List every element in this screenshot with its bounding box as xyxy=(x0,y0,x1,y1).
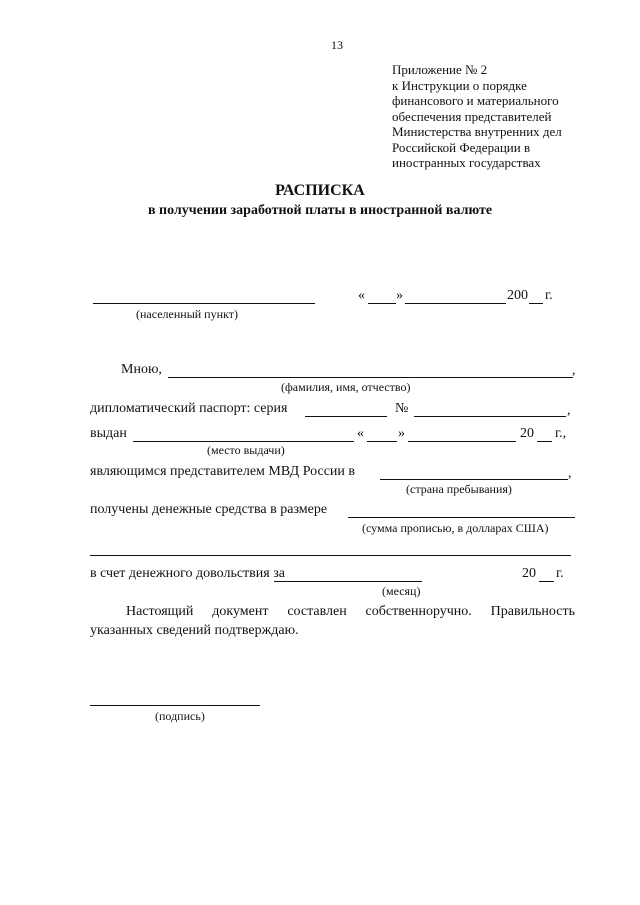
comma: , xyxy=(572,363,576,378)
allowance-year-prefix: 20 xyxy=(522,566,536,581)
appendix-line: иностранных государствах xyxy=(392,155,541,170)
date-quote-close: » xyxy=(396,288,403,303)
received-label: получены денежные средства в размере xyxy=(90,502,328,517)
issued-quote-close: » xyxy=(398,426,405,441)
date-year-suffix: г. xyxy=(545,288,553,303)
by-me-label: Мною, xyxy=(121,362,162,377)
issued-label: выдан xyxy=(90,426,127,441)
appendix-line: финансового и материального xyxy=(392,93,559,108)
issued-year-field[interactable] xyxy=(537,441,552,442)
issued-day-field[interactable] xyxy=(367,441,397,442)
comma: , xyxy=(567,403,571,418)
country-caption: (страна пребывания) xyxy=(406,482,512,496)
issued-year-prefix: 20 xyxy=(520,426,534,441)
appendix-line: обеспечения представителей xyxy=(392,108,552,124)
document-title: РАСПИСКА xyxy=(275,182,365,199)
document-subtitle: в получении заработной платы в иностранной валюте xyxy=(147,203,493,218)
date-day-field[interactable] xyxy=(368,303,396,304)
country-field[interactable] xyxy=(380,479,568,480)
passport-number-field[interactable] xyxy=(414,416,566,417)
page-number: 13 xyxy=(331,38,343,52)
signature-caption: (подпись) xyxy=(155,709,205,723)
statement-line-2: указанных сведений подтверждаю. xyxy=(90,623,299,638)
statement-line-1: Настоящий документ составлен собственноручно. Правильность xyxy=(126,604,575,619)
passport-series-field[interactable] xyxy=(305,416,387,417)
issued-place-caption: (место выдачи) xyxy=(207,443,285,457)
month-caption: (месяц) xyxy=(382,584,421,598)
appendix-block xyxy=(392,62,562,171)
allowance-year-suffix: г. xyxy=(556,566,564,581)
date-year-prefix: 200 xyxy=(507,288,528,303)
appendix-line: Приложение № 2 xyxy=(392,62,488,77)
passport-label: дипломатический паспорт: серия xyxy=(90,401,288,416)
issued-place-field[interactable] xyxy=(133,441,354,442)
comma: , xyxy=(568,466,572,481)
full-name-caption: (фамилия, имя, отчество) xyxy=(281,380,411,394)
allowance-month-field[interactable] xyxy=(274,581,422,582)
issued-year-suffix: г., xyxy=(555,426,567,441)
issued-month-field[interactable] xyxy=(408,441,516,442)
number-sign: № xyxy=(395,401,409,416)
date-quote-open: « xyxy=(358,288,365,303)
amount-caption: (сумма прописью, в долларах США) xyxy=(362,521,549,535)
place-caption: (населенный пункт) xyxy=(136,307,238,321)
appendix-line: к Инструкции о порядке xyxy=(392,77,527,93)
date-year-field[interactable] xyxy=(529,303,543,304)
amount-field[interactable] xyxy=(348,517,575,518)
amount-continuation-field[interactable] xyxy=(90,555,571,556)
signature-field[interactable] xyxy=(90,705,260,706)
appendix-line: Министерства внутренних дел xyxy=(392,124,562,139)
date-month-field[interactable] xyxy=(405,303,506,304)
full-name-field[interactable] xyxy=(168,377,573,378)
appendix-line: Российской Федерации в xyxy=(392,139,531,155)
allowance-label: в счет денежного довольствия за xyxy=(90,566,285,581)
place-field[interactable] xyxy=(93,303,315,304)
representative-label: являющимся представителем МВД России в xyxy=(90,464,356,479)
issued-quote-open: « xyxy=(357,426,364,441)
allowance-year-field[interactable] xyxy=(539,581,554,582)
